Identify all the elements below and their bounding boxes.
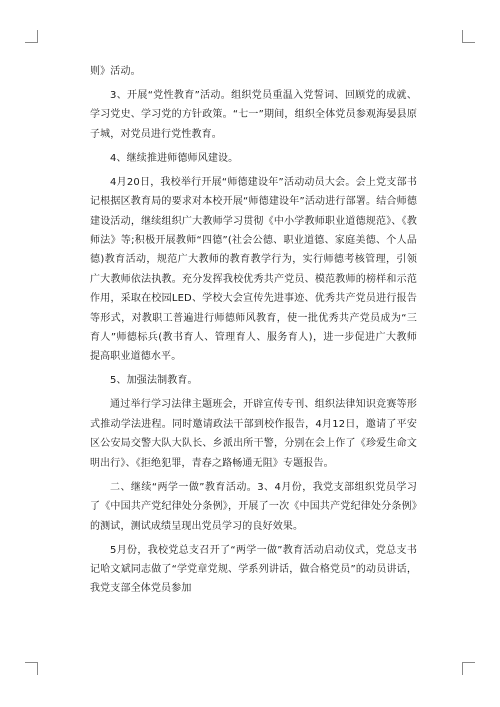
heading-teacher-ethics: 4、继续推进师德师风建设。 — [110, 152, 239, 164]
paragraph-continuation: 则》活动。 — [90, 66, 141, 77]
document-body — [90, 62, 417, 603]
paragraph-legal-education: 通过举行学习法律主题班会，开辟宣传专刊、组织法律知识竞赛等形式推动学法进程。同时邀请政法干部到校作报告，4月12日，邀请了平安区公安局交警大队大队长、乡派出所干警，分别在会上作了《珍爱生命文明出行》、《拒绝犯罪，青春之路畅通无阻》专题报告。 — [90, 399, 417, 469]
paragraph-party-education: 3、开展“党性教育”活动。组织党员重温入党誓词、回顾党的成就、学习党史、学习党的方针政策。“七一”期间，组织全体党员参观海晏县原子城，对党员进行党性教育。 — [90, 90, 417, 140]
heading-legal-education: 5、加强法制教育。 — [110, 375, 198, 387]
crop-mark-bottom-left — [25, 662, 38, 675]
crop-mark-top-right — [462, 30, 475, 43]
paragraph-two-studies: 二、继续“两学一做”教育活动。3、4月份，我党支部组织党员学习了《中国共产党纪律处分条例》，开展了一次《中国共产党纪律处分条例》的测试，测试成绩呈现出党员学习的良好效果。 — [90, 481, 417, 532]
crop-mark-bottom-right — [462, 662, 475, 675]
crop-mark-top-left — [25, 30, 38, 43]
paragraph-may-meeting: 5月份，我校党总支召开了“两学一做”教育活动启动仪式，党总支书记哈文斌同志做了“学党章党规、学系列讲话，做合格党员”的动员讲话，我党支部全体党员参加 — [90, 544, 417, 595]
paragraph-teacher-ethics: 4月20日，我校举行开展“师德建设年”活动动员大会。会上党支部书记根据区教育局的要求对本校开展“师德建设年”活动进行部署。结合师德建设活动，继续组织广大教师学习贯彻《中小学教师职业道德规范》、《教师法》等;积极开展教师“四德”(社会公德、职业道德、家庭美德、个人品德)教育活动，规范广大教师的教育教学行为，实行师德考核管理，引领广大教师依法执教。充分发挥我校优秀共产党员、模范教师的榜样和示范作用，采取在校园LED、学校大会宣传先进事迹、优秀共产党员进行报告等形式，对教职工普遍进行师德师风教育，使一批优秀共产党员成为“三育人”师德标兵(教书育人、管理育人、服务育人)，进一步促进广大教师提高职业道德水平。 — [90, 176, 417, 363]
